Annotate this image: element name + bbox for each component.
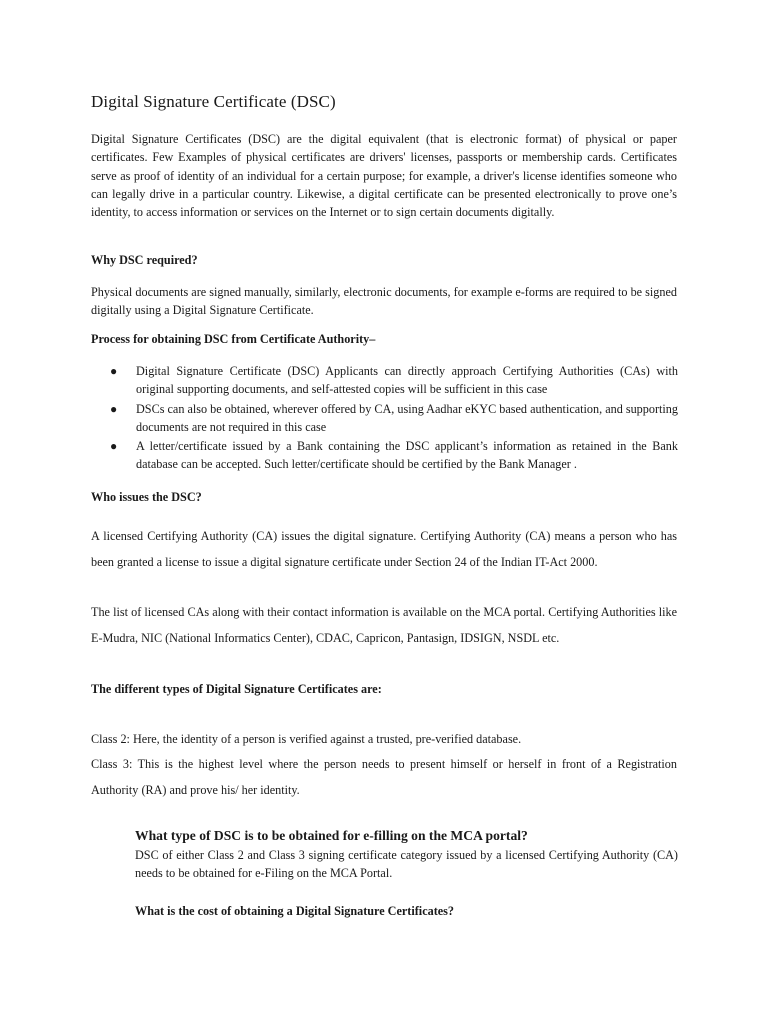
mca-dsc-heading: What type of DSC is to be obtained for e-filling on the MCA portal? <box>135 828 528 843</box>
class-3-description: Class 3: This is the highest level where the person needs to present himself or herself in front of a Registration Authority (RA) and prove his/ her identity. <box>91 757 677 797</box>
class-2-description: Class 2: Here, the identity of a person is verified against a trusted, pre-verified database. <box>91 732 522 746</box>
bullet-icon: ● <box>110 364 118 378</box>
page-title: Digital Signature Certificate (DSC) <box>91 92 336 111</box>
cost-heading: What is the cost of obtaining a Digital Signature Certificates? <box>135 904 454 918</box>
list-item <box>110 437 678 474</box>
ca-list-paragraph: The list of licensed CAs along with their contact information is available on the MCA portal. Certifying Authorities like E-Mudra, NIC (National Informatics Center), CDAC, Capricon, Pantasign, IDSIGN, NSDL etc. <box>91 605 677 645</box>
list-item <box>110 362 678 399</box>
mca-dsc-paragraph: DSC of either Class 2 and Class 3 signing certificate category issued by a licensed Certifying Authority (CA) needs to be obtained for e-Filing on the MCA Portal. <box>135 848 678 881</box>
process-list <box>110 362 678 475</box>
list-item-text: DSCs can also be obtained, wherever offered by CA, using Aadhar eKYC based authentication, and supporting documents are not required in this case <box>136 401 678 434</box>
why-dsc-heading: Why DSC required? <box>91 253 198 267</box>
intro-paragraph: Digital Signature Certificates (DSC) are the digital equivalent (that is electronic format) of physical or paper certificates. Few Examples of physical certificates are drivers' licenses, passports or membership cards. Certificates serve as proof of identity of an individual for a certain purpose; for example, a driver's license identifies someone who can legally drive in a particular country. Likewise, a digital certificate can be presented electronically to prove one’s identity, to access information or services on the Internet or to sign certain documents digitally. <box>91 132 677 220</box>
list-item-text: Digital Signature Certificate (DSC) Applicants can directly approach Certifying Authorities (CAs) with original supporting documents, and self-attested copies will be sufficient in this case <box>136 364 678 397</box>
bullet-icon: ● <box>110 401 118 416</box>
why-dsc-paragraph: Physical documents are signed manually, similarly, electronic documents, for example e-forms are required to be signed digitally using a Digital Signature Certificate. <box>91 285 677 318</box>
list-item-text: A letter/certificate issued by a Bank containing the DSC applicant’s information as retained in the Bank database can be accepted. Such letter/certificate should be certified by the Bank Manager . <box>136 439 678 472</box>
who-issues-heading: Who issues the DSC? <box>91 490 202 504</box>
bullet-icon: ● <box>110 439 118 454</box>
who-issues-paragraph: A licensed Certifying Authority (CA) issues the digital signature. Certifying Authority (CA) means a person who has been granted a license to issue a digital signature certificate under Section 24 of the Indian IT-Act 2000. <box>91 529 677 569</box>
list-item <box>110 400 678 437</box>
types-heading: The different types of Digital Signature Certificates are: <box>91 682 382 696</box>
process-heading: Process for obtaining DSC from Certificate Authority– <box>91 332 376 346</box>
